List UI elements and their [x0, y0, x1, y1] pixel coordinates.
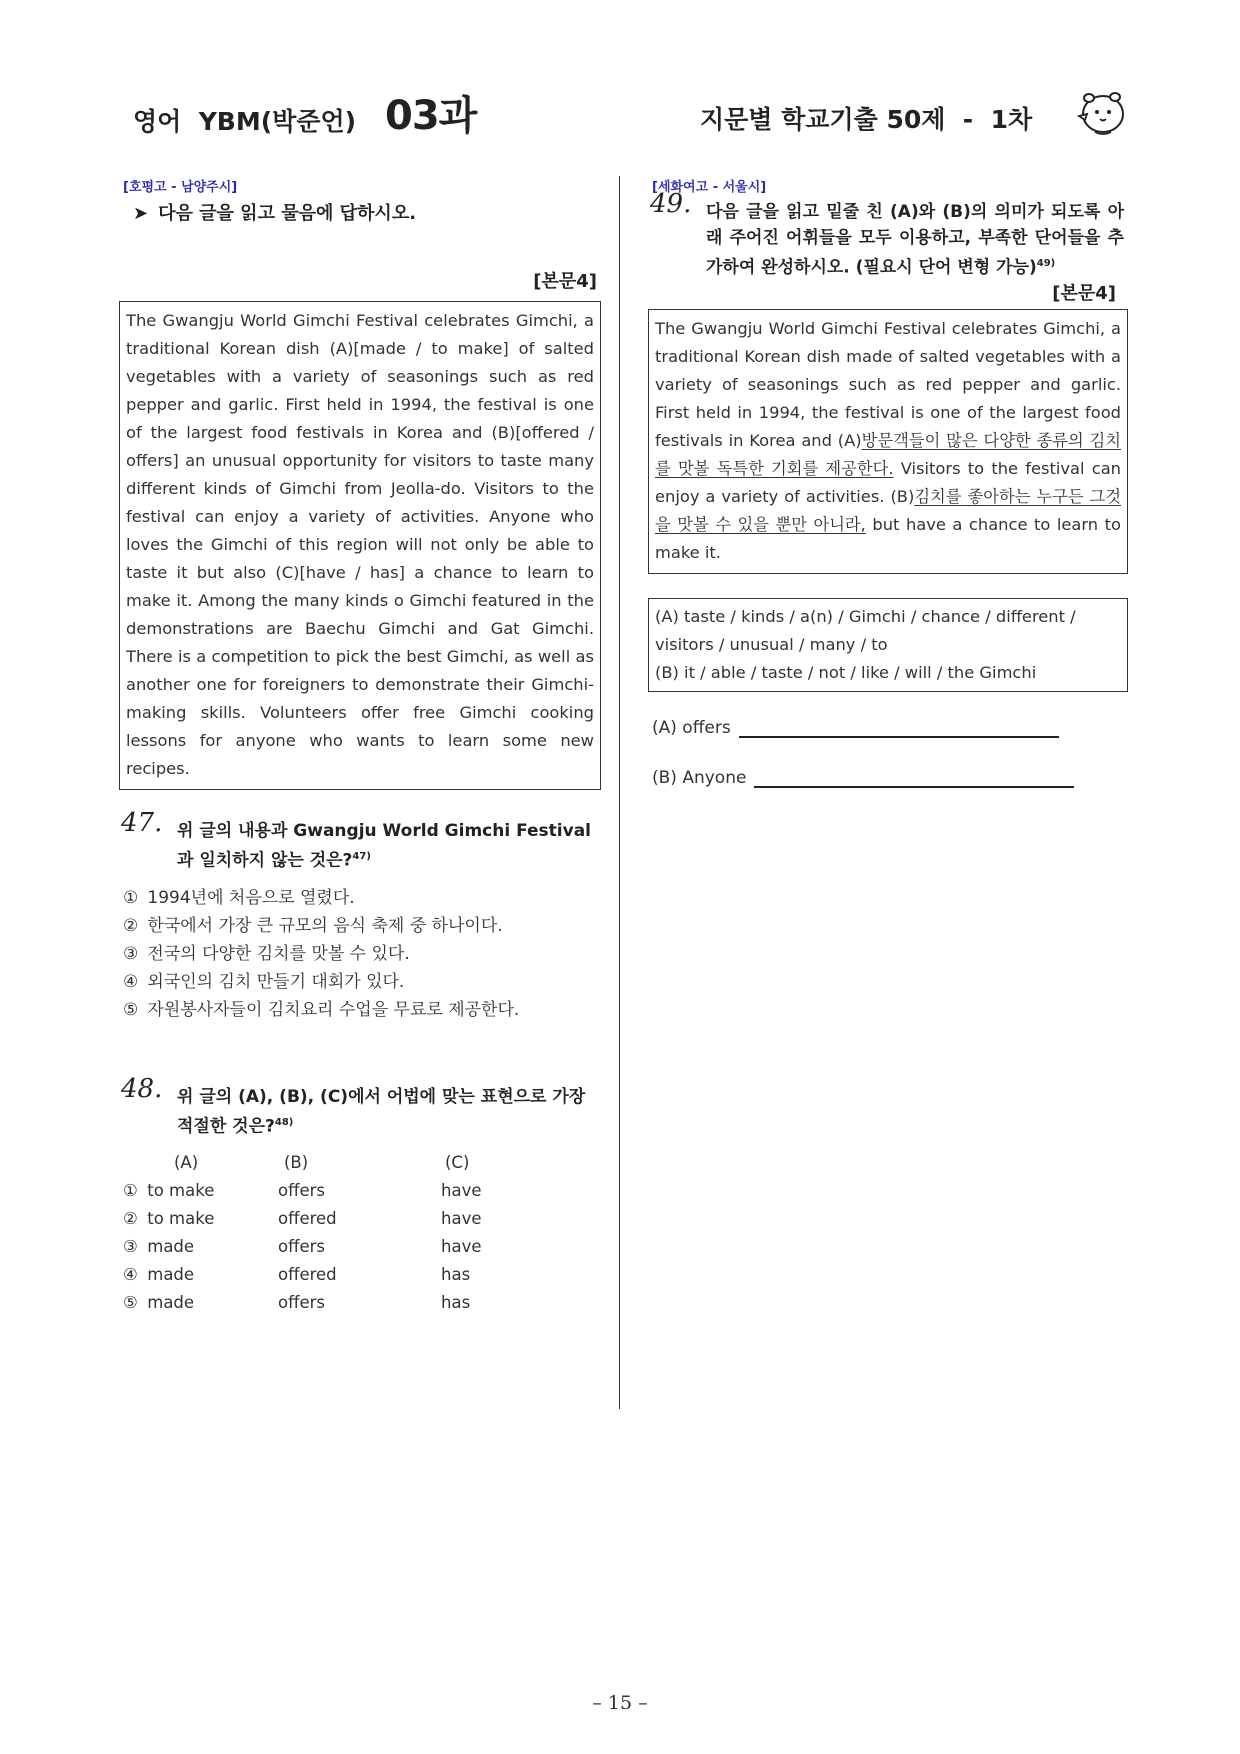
right-passage-tag: [본문4] [1052, 282, 1116, 304]
option-5[interactable]: ⑤ 자원봉사자들이 김치요리 수업을 무료로 제공한다. [123, 999, 520, 1020]
word-bank-a: (A) taste / kinds / a(n) / Gimchi / chance / different / visitors / unusual / many / to [655, 606, 1076, 654]
series-title: 지문별 학교기출 50제 - 1차 [700, 105, 1033, 134]
left-column [123, 176, 601, 1317]
question-48-text: 위 글의 (A), (B), (C)에서 어법에 맞는 표현으로 가장 적절한 것은? [177, 1086, 586, 1137]
answer-a-line[interactable] [739, 716, 1059, 738]
right-column [652, 176, 1128, 788]
right-passage: The Gwangju World Gimchi Festival celebrates Gimchi, a traditional Korean dish made of salted vegetables with a variety of seasonings such as red pepper and garlic. First held in 1994, the festival is one of the largest food festivals in Korea and (A)방문객들이 많은 다양한 종류의 김치를 맛볼 독특한 기회를 제공한다. Visitors to the festival can enjoy a variety of activities. (B)김치를 좋아하는 누구든 그것을 맛볼 수 있을 뿐만 아니라, but have a chance to learn to make it. [648, 309, 1128, 574]
page-number: – 15 – [592, 1692, 648, 1714]
question-48-number: 48. [121, 1073, 163, 1104]
table-header-row: (A) (B) (C) [174, 1153, 470, 1173]
option-1[interactable]: ① 1994년에 처음으로 열렸다. [123, 887, 355, 908]
page-header [0, 82, 1240, 142]
answer-a[interactable] [652, 716, 1128, 738]
answer-b[interactable] [652, 766, 1128, 788]
question-47-text: 위 글의 내용과 Gwangju World Gimchi Festival과 일치하지 않는 것은? [177, 821, 591, 871]
answer-a-label: (A) offers [652, 717, 731, 738]
question-48-ref: 48) [274, 1116, 294, 1128]
question-49-ref: 49) [1036, 258, 1056, 269]
left-passage-tag: [본문4] [533, 271, 597, 292]
option-3[interactable]: ③ 전국의 다양한 김치를 맛볼 수 있다. [123, 943, 410, 964]
mascot-icon [1075, 88, 1127, 138]
table-row[interactable]: ③ made offers have [123, 1237, 482, 1257]
question-47-options [123, 884, 601, 1024]
underline-a: 방문객들이 많은 다양한 종류의 김치를 맛볼 독특한 기회를 제공한다. [655, 430, 1121, 478]
arrow-icon: ➤ [133, 203, 149, 224]
question-49 [650, 189, 1128, 281]
question-49-text: 다음 글을 읽고 밑줄 친 (A)와 (B)의 의미가 되도록 아래 주어진 어휘들을 모두 이용하고, 부족한 단어들을 추가하여 완성하시오. (필요시 단어 변형 가능) [706, 202, 1124, 278]
table-row[interactable]: ② to make offered have [123, 1209, 482, 1229]
left-passage: The Gwangju World Gimchi Festival celebrates Gimchi, a traditional Korean dish (A)[made / to make] of salted vegetables with a variety of seasonings such as red pepper and garlic. First held in 1994, the festival is one of the largest food festivals in Korea and (B)[offered / offers] an unusual opportunity for visitors to taste many different kinds of Gimchi from Jeolla-do. Visitors to the festival can enjoy a variety of activities. Anyone who loves the Gimchi of this region will not only be able to taste it but also (C)[have / has] a chance to learn to make it. Among the many kinds o Gimchi featured in the demonstrations are Baechu Gimchi and Gat Gimchi. There is a competition to pick the best Gimchi, as well as another one for foreigners to demonstrate their Gimchi-making skills. Volunteers offer free Gimchi cooking lessons for anyone who wants to learn some new recipes. [119, 301, 601, 790]
option-2[interactable]: ② 한국에서 가장 큰 규모의 음식 축제 중 하나이다. [123, 915, 503, 936]
left-source: [호평고 - 남양주시] [123, 180, 238, 195]
question-47-number: 47. [121, 808, 163, 838]
subject-title: 영어 YBM(박준언) [133, 107, 357, 136]
answer-b-line[interactable] [754, 766, 1074, 788]
instruction-text: 다음 글을 읽고 물음에 답하시오. [158, 203, 417, 224]
lesson-title: 03과 [385, 93, 477, 139]
option-4[interactable]: ④ 외국인의 김치 만들기 대회가 있다. [123, 971, 405, 992]
answer-b-label: (B) Anyone [652, 767, 747, 788]
right-source: [세화여고 - 서울시] [652, 180, 767, 195]
table-row[interactable]: ⑤ made offers has [123, 1293, 471, 1313]
word-bank-b: (B) it / able / taste / not / like / will / the Gimchi [655, 662, 1037, 682]
column-divider [619, 176, 620, 1409]
question-47 [121, 808, 601, 874]
question-47-ref: 47) [352, 851, 371, 862]
underline-b: 김치를 좋아하는 누구든 그것을 맛볼 수 있을 뿐만 아니라, [655, 486, 1121, 534]
question-48-table [123, 1149, 601, 1317]
question-49-number: 49. [650, 189, 692, 219]
left-instruction [133, 199, 601, 225]
word-bank [648, 598, 1128, 692]
table-row[interactable]: ④ made offered has [123, 1265, 471, 1285]
table-row[interactable]: ① to make offers have [123, 1181, 482, 1201]
question-48 [121, 1073, 601, 1140]
